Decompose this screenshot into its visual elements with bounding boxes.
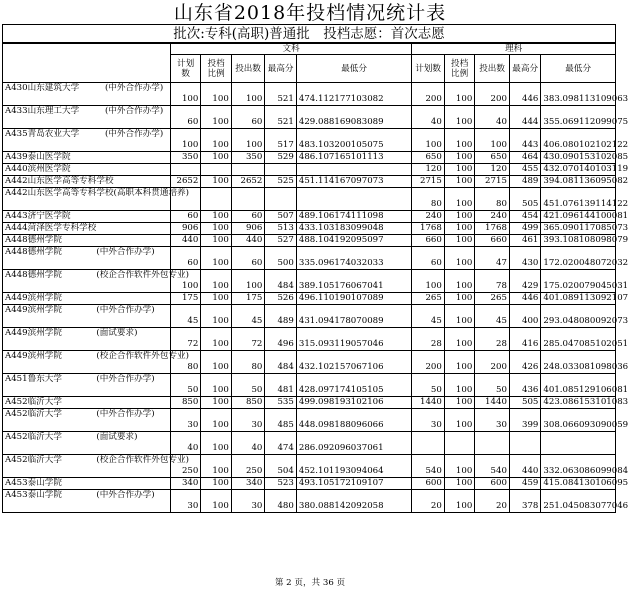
wenke-plan: 100 [170, 83, 200, 106]
wenke-plan: 850 [170, 397, 200, 409]
like-max: 436 [509, 374, 540, 397]
col-header-ratio: 投档比例 [201, 55, 231, 83]
wenke-min: 486.107165101113 [296, 152, 411, 164]
like-max: 430 [509, 247, 540, 270]
wenke-ratio: 100 [201, 478, 231, 490]
wenke-min [296, 188, 411, 211]
wenke-out: 50 [231, 374, 265, 397]
school-name: A452临沂大学 (中外合作办学) [3, 409, 171, 432]
like-ratio: 100 [444, 235, 474, 247]
like-out: 50 [475, 374, 510, 397]
school-name: A451鲁东大学 (中外合作办学) [3, 374, 171, 397]
like-min: 248.033081098036 [541, 351, 616, 374]
wenke-max: 526 [265, 293, 296, 305]
like-ratio: 100 [444, 164, 474, 176]
like-out: 30 [475, 409, 510, 432]
wenke-min: 483.103200105075 [296, 129, 411, 152]
like-min: 451.076139114122 [541, 188, 616, 211]
wenke-min: 496.110190107089 [296, 293, 411, 305]
like-out: 2715 [475, 176, 510, 188]
like-max: 416 [509, 328, 540, 351]
group-header-wenke: 文科 [170, 44, 411, 55]
like-out: 600 [475, 478, 510, 490]
table-row [3, 293, 616, 305]
like-min: 365.090117085073 [541, 223, 616, 235]
like-ratio: 100 [444, 409, 474, 432]
wenke-out: 30 [231, 490, 265, 513]
wenke-min: 335.096174032033 [296, 247, 411, 270]
wenke-plan: 40 [170, 432, 200, 455]
like-out: 28 [475, 328, 510, 351]
like-ratio: 100 [444, 293, 474, 305]
like-ratio: 100 [444, 188, 474, 211]
like-out: 80 [475, 188, 510, 211]
wenke-plan: 60 [170, 106, 200, 129]
wenke-ratio: 100 [201, 455, 231, 478]
wenke-plan: 45 [170, 305, 200, 328]
like-min: 401.085129106081 [541, 374, 616, 397]
like-plan: 600 [412, 478, 445, 490]
wenke-plan: 440 [170, 235, 200, 247]
wenke-ratio: 100 [201, 374, 231, 397]
like-out: 240 [475, 211, 510, 223]
like-min: 285.047085102051 [541, 328, 616, 351]
wenke-min: 389.105176067041 [296, 270, 411, 293]
like-min: 332.063086099084 [541, 455, 616, 478]
school-name: A452临沂大学 (面试要求) [3, 432, 171, 455]
like-min: 172.020048072032 [541, 247, 616, 270]
like-ratio: 100 [444, 328, 474, 351]
like-plan: 60 [412, 247, 445, 270]
wenke-plan: 60 [170, 211, 200, 223]
school-name: A448德州学院 (中外合作办学) [3, 247, 171, 270]
wenke-ratio: 100 [201, 328, 231, 351]
like-max: 444 [509, 106, 540, 129]
wenke-plan: 30 [170, 409, 200, 432]
like-max: 440 [509, 455, 540, 478]
like-ratio: 100 [444, 211, 474, 223]
like-ratio [444, 432, 474, 455]
col-header-max: 最高分 [265, 55, 296, 83]
like-ratio: 100 [444, 223, 474, 235]
wenke-max: 485 [265, 409, 296, 432]
table-row [3, 83, 616, 106]
wenke-ratio: 100 [201, 397, 231, 409]
wenke-max: 523 [265, 478, 296, 490]
wenke-ratio: 100 [201, 235, 231, 247]
wenke-min: 488.104192095097 [296, 235, 411, 247]
wenke-ratio: 100 [201, 432, 231, 455]
like-plan: 45 [412, 305, 445, 328]
wenke-min: 493.105172109107 [296, 478, 411, 490]
school-name: A453泰山学院 [3, 478, 171, 490]
wenke-min: 432.102157067106 [296, 351, 411, 374]
like-plan: 28 [412, 328, 445, 351]
like-plan: 100 [412, 270, 445, 293]
like-out: 540 [475, 455, 510, 478]
like-out: 1768 [475, 223, 510, 235]
wenke-ratio: 100 [201, 351, 231, 374]
like-out: 200 [475, 83, 510, 106]
col-header-out: 投出数 [475, 55, 510, 83]
col-header-plan: 计划数 [412, 55, 445, 83]
wenke-min: 474.112177103082 [296, 83, 411, 106]
like-plan: 100 [412, 129, 445, 152]
like-out: 20 [475, 490, 510, 513]
wenke-max: 513 [265, 223, 296, 235]
wenke-max: 507 [265, 211, 296, 223]
wenke-out: 100 [231, 270, 265, 293]
wenke-out: 340 [231, 478, 265, 490]
col-header-max: 最高分 [509, 55, 540, 83]
school-name: A440滨州医学院 [3, 164, 171, 176]
like-plan: 50 [412, 374, 445, 397]
school-name: A449滨州学院 (面试要求) [3, 328, 171, 351]
like-ratio: 100 [444, 247, 474, 270]
table-row [3, 176, 616, 188]
wenke-min: 448.098188096066 [296, 409, 411, 432]
like-max: 446 [509, 293, 540, 305]
like-out: 200 [475, 351, 510, 374]
school-name: A449滨州学院 (校企合作软件外包专业) [3, 351, 171, 374]
like-ratio: 100 [444, 152, 474, 164]
like-ratio: 100 [444, 176, 474, 188]
like-min: 423.086153101083 [541, 397, 616, 409]
wenke-max [265, 164, 296, 176]
admission-table [2, 43, 628, 513]
wenke-plan: 175 [170, 293, 200, 305]
like-min: 421.096144100081 [541, 211, 616, 223]
wenke-ratio: 100 [201, 490, 231, 513]
like-plan [412, 432, 445, 455]
wenke-plan: 350 [170, 152, 200, 164]
like-ratio: 100 [444, 397, 474, 409]
wenke-out: 906 [231, 223, 265, 235]
wenke-ratio: 100 [201, 152, 231, 164]
like-min: 393.108108098079 [541, 235, 616, 247]
like-min: 401.089113092107 [541, 293, 616, 305]
like-out: 45 [475, 305, 510, 328]
wenke-max: 527 [265, 235, 296, 247]
school-name: A452临沂大学 [3, 397, 171, 409]
like-min [541, 432, 616, 455]
like-ratio: 100 [444, 270, 474, 293]
like-ratio: 100 [444, 351, 474, 374]
school-name: A442山东医学高等专科学校 [3, 176, 171, 188]
table-row [3, 247, 616, 270]
wenke-ratio: 100 [201, 293, 231, 305]
like-out: 40 [475, 106, 510, 129]
table-row [3, 432, 616, 455]
wenke-max: 521 [265, 106, 296, 129]
col-header-ratio: 投档比例 [444, 55, 474, 83]
like-min: 394.081136095082 [541, 176, 616, 188]
like-min: 308.066093090059 [541, 409, 616, 432]
wenke-min: 489.106174111098 [296, 211, 411, 223]
school-name: A430山东建筑大学 (中外合作办学) [3, 83, 171, 106]
like-max: 505 [509, 188, 540, 211]
wenke-max [265, 188, 296, 211]
wenke-out: 30 [231, 409, 265, 432]
like-min: 175.020079045031 [541, 270, 616, 293]
table-row [3, 397, 616, 409]
wenke-out: 72 [231, 328, 265, 351]
wenke-ratio: 100 [201, 176, 231, 188]
wenke-max: 496 [265, 328, 296, 351]
like-ratio: 100 [444, 305, 474, 328]
like-min: 406.080102102122 [541, 129, 616, 152]
page-title: 山东省2018年投档情况统计表 [173, 2, 447, 24]
col-header-min: 最低分 [296, 55, 411, 83]
batch-subtitle: 批次:专科(高职)普通批 投档志愿：首次志愿 [2, 24, 616, 43]
like-min: 355.069112099075 [541, 106, 616, 129]
wenke-ratio: 100 [201, 409, 231, 432]
like-max: 461 [509, 235, 540, 247]
wenke-max: 480 [265, 490, 296, 513]
like-max: 443 [509, 129, 540, 152]
school-name: A449滨州学院 [3, 293, 171, 305]
like-min: 293.048080092073 [541, 305, 616, 328]
table-row [3, 374, 616, 397]
wenke-ratio: 100 [201, 106, 231, 129]
wenke-max: 481 [265, 374, 296, 397]
wenke-plan: 340 [170, 478, 200, 490]
wenke-ratio: 100 [201, 211, 231, 223]
table-row [3, 129, 616, 152]
like-min: 383.098113109063 [541, 83, 616, 106]
page-footer: 第 2 页，共 36 页 [274, 578, 346, 588]
group-header-like: 理科 [412, 44, 616, 55]
table-row [3, 270, 616, 293]
like-ratio: 100 [444, 490, 474, 513]
wenke-max: 521 [265, 83, 296, 106]
like-plan: 660 [412, 235, 445, 247]
wenke-out: 440 [231, 235, 265, 247]
wenke-out: 60 [231, 106, 265, 129]
like-plan: 1768 [412, 223, 445, 235]
wenke-min: 380.088142092058 [296, 490, 411, 513]
table-row [3, 211, 616, 223]
wenke-out: 350 [231, 152, 265, 164]
table-row [3, 478, 616, 490]
wenke-ratio: 100 [201, 270, 231, 293]
like-out: 265 [475, 293, 510, 305]
like-plan: 200 [412, 351, 445, 374]
like-out: 650 [475, 152, 510, 164]
wenke-min [296, 164, 411, 176]
like-max: 446 [509, 83, 540, 106]
like-max: 489 [509, 176, 540, 188]
wenke-plan: 30 [170, 490, 200, 513]
corner-cell [3, 44, 171, 83]
school-name: A453泰山学院 (中外合作办学) [3, 490, 171, 513]
wenke-out: 80 [231, 351, 265, 374]
like-plan: 240 [412, 211, 445, 223]
wenke-min: 428.097174105105 [296, 374, 411, 397]
table-row [3, 223, 616, 235]
wenke-plan: 100 [170, 270, 200, 293]
table-row [3, 188, 616, 211]
school-name: A452临沂大学 (校企合作软件外包专业) [3, 455, 171, 478]
wenke-max: 484 [265, 270, 296, 293]
like-max: 378 [509, 490, 540, 513]
like-max: 499 [509, 223, 540, 235]
wenke-plan: 100 [170, 129, 200, 152]
like-max: 455 [509, 164, 540, 176]
wenke-plan: 2652 [170, 176, 200, 188]
like-plan: 265 [412, 293, 445, 305]
wenke-plan: 250 [170, 455, 200, 478]
like-max: 454 [509, 211, 540, 223]
like-out [475, 432, 510, 455]
like-ratio: 100 [444, 374, 474, 397]
wenke-ratio: 100 [201, 247, 231, 270]
school-name: A444菏泽医学专科学校 [3, 223, 171, 235]
wenke-min: 429.088169083089 [296, 106, 411, 129]
like-out: 120 [475, 164, 510, 176]
like-max: 426 [509, 351, 540, 374]
wenke-ratio [201, 188, 231, 211]
school-name: A448德州学院 [3, 235, 171, 247]
school-name: A449滨州学院 (中外合作办学) [3, 305, 171, 328]
col-header-out: 投出数 [231, 55, 265, 83]
wenke-max: 474 [265, 432, 296, 455]
wenke-min: 451.114167097073 [296, 176, 411, 188]
table-row [3, 106, 616, 129]
wenke-ratio: 100 [201, 129, 231, 152]
like-out: 660 [475, 235, 510, 247]
wenke-out [231, 188, 265, 211]
like-plan: 540 [412, 455, 445, 478]
wenke-plan: 50 [170, 374, 200, 397]
school-name: A448德州学院 (校企合作软件外包专业) [3, 270, 171, 293]
wenke-out: 60 [231, 247, 265, 270]
wenke-max: 517 [265, 129, 296, 152]
wenke-out: 45 [231, 305, 265, 328]
table-row [3, 235, 616, 247]
like-plan: 80 [412, 188, 445, 211]
like-out: 1440 [475, 397, 510, 409]
like-min: 251.045083077046 [541, 490, 616, 513]
wenke-ratio: 100 [201, 223, 231, 235]
like-max: 464 [509, 152, 540, 164]
wenke-plan: 906 [170, 223, 200, 235]
table-row [3, 409, 616, 432]
like-max: 505 [509, 397, 540, 409]
wenke-min: 431.094178070089 [296, 305, 411, 328]
table-row [3, 152, 616, 164]
table-row [3, 328, 616, 351]
school-name: A443济宁医学院 [3, 211, 171, 223]
wenke-max: 525 [265, 176, 296, 188]
wenke-ratio [201, 164, 231, 176]
like-plan: 30 [412, 409, 445, 432]
wenke-max: 500 [265, 247, 296, 270]
col-header-plan: 计划数 [170, 55, 200, 83]
wenke-max: 489 [265, 305, 296, 328]
wenke-min: 286.092096037061 [296, 432, 411, 455]
like-min: 415.084130106095 [541, 478, 616, 490]
wenke-max: 484 [265, 351, 296, 374]
table-row [3, 164, 616, 176]
like-ratio: 100 [444, 455, 474, 478]
like-plan: 20 [412, 490, 445, 513]
wenke-out: 175 [231, 293, 265, 305]
wenke-out: 60 [231, 211, 265, 223]
wenke-min: 499.098193102106 [296, 397, 411, 409]
wenke-out: 100 [231, 129, 265, 152]
like-max: 399 [509, 409, 540, 432]
like-max: 459 [509, 478, 540, 490]
like-plan: 650 [412, 152, 445, 164]
wenke-max: 504 [265, 455, 296, 478]
wenke-max: 535 [265, 397, 296, 409]
col-header-min: 最低分 [541, 55, 616, 83]
wenke-min: 315.093119057046 [296, 328, 411, 351]
like-plan: 2715 [412, 176, 445, 188]
like-min: 432.070140103119 [541, 164, 616, 176]
wenke-out [231, 164, 265, 176]
wenke-out: 40 [231, 432, 265, 455]
wenke-out: 2652 [231, 176, 265, 188]
table-row [3, 305, 616, 328]
school-name: A442山东医学高等专科学校(高职本科贯通培养) [3, 188, 171, 211]
wenke-plan: 72 [170, 328, 200, 351]
school-name: A433山东理工大学 (中外合作办学) [3, 106, 171, 129]
table-row [3, 490, 616, 513]
like-ratio: 100 [444, 83, 474, 106]
table-row [3, 455, 616, 478]
school-name: A435青岛农业大学 (中外合作办学) [3, 129, 171, 152]
like-min: 430.090153102085 [541, 152, 616, 164]
wenke-ratio: 100 [201, 83, 231, 106]
like-out: 78 [475, 270, 510, 293]
like-plan: 120 [412, 164, 445, 176]
wenke-plan: 60 [170, 247, 200, 270]
wenke-plan [170, 164, 200, 176]
wenke-plan: 80 [170, 351, 200, 374]
like-plan: 40 [412, 106, 445, 129]
school-name: A439泰山医学院 [3, 152, 171, 164]
like-plan: 200 [412, 83, 445, 106]
like-max: 400 [509, 305, 540, 328]
like-ratio: 100 [444, 106, 474, 129]
like-out: 100 [475, 129, 510, 152]
wenke-out: 850 [231, 397, 265, 409]
like-ratio: 100 [444, 129, 474, 152]
like-max [509, 432, 540, 455]
table-row [3, 351, 616, 374]
wenke-ratio: 100 [201, 305, 231, 328]
wenke-out: 250 [231, 455, 265, 478]
wenke-max: 529 [265, 152, 296, 164]
wenke-min: 433.103183099048 [296, 223, 411, 235]
like-out: 47 [475, 247, 510, 270]
like-ratio: 100 [444, 478, 474, 490]
like-plan: 1440 [412, 397, 445, 409]
like-max: 429 [509, 270, 540, 293]
wenke-out: 100 [231, 83, 265, 106]
wenke-min: 452.101193094064 [296, 455, 411, 478]
